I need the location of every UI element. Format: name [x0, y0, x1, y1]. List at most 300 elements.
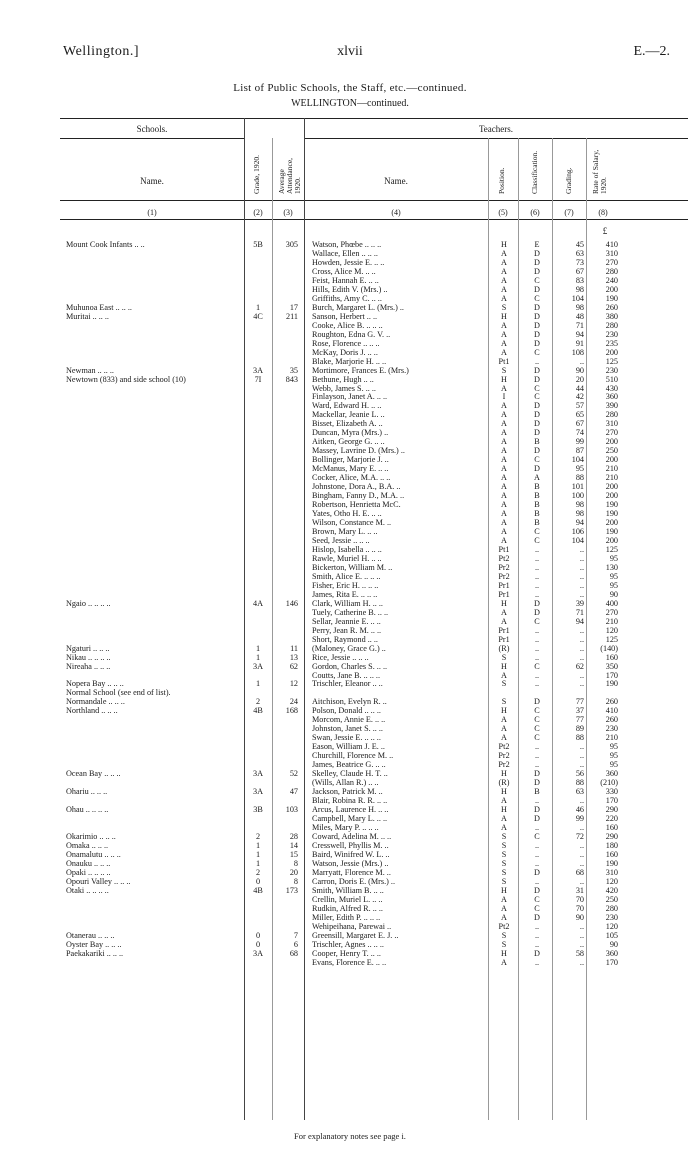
school-grade: 1: [255, 302, 261, 312]
teacher-salary: 160: [605, 652, 618, 662]
table-row: [0, 805, 700, 814]
table-row: [0, 375, 700, 384]
colnum-1: (1): [147, 208, 157, 217]
teacher-classification: D: [534, 302, 540, 312]
teacher-grading: 106: [571, 527, 584, 536]
colnum-4: (4): [391, 208, 401, 217]
teacher-salary: 95: [609, 742, 618, 752]
teacher-salary: 125: [605, 544, 618, 554]
grading-heading: Grading.: [564, 167, 573, 194]
school-attendance: 843: [285, 374, 298, 384]
teacher-grading: 31: [575, 885, 584, 895]
teacher-name: Finlayson, Janet A. .. ..: [312, 392, 388, 402]
teacher-position: A: [501, 518, 507, 528]
teacher-classification: ..: [534, 562, 540, 572]
table-row: [0, 455, 700, 464]
teacher-name: Sanson, Herbert .. ..: [312, 311, 378, 321]
school-name: Mount Cook Infants .. ..: [66, 240, 145, 249]
teacher-classification: ..: [534, 679, 540, 689]
teacher-salary: 250: [605, 446, 618, 456]
teacher-position: H: [501, 661, 507, 671]
teacher-grading: 94: [575, 518, 584, 528]
teacher-classification: D: [534, 410, 540, 420]
table-row: [0, 913, 700, 922]
teacher-grading: 45: [575, 240, 584, 249]
teacher-grading: 101: [571, 482, 584, 492]
school-grade: 1: [255, 652, 261, 662]
table-row: [0, 724, 700, 733]
school-attendance: 8: [293, 858, 298, 868]
school-attendance: 52: [289, 769, 298, 779]
school-attendance: 173: [285, 885, 298, 895]
table-row: [0, 760, 700, 769]
table-row: [0, 940, 700, 949]
school-name: Normal School (see end of list).: [66, 688, 171, 698]
teacher-grading: 88: [575, 778, 584, 788]
teacher-grading: 87: [575, 446, 584, 456]
table-row: [0, 688, 700, 697]
classification-heading: Classification.: [530, 150, 539, 194]
table-row: [0, 850, 700, 859]
table-row: [0, 473, 700, 482]
teacher-grading: ..: [579, 751, 584, 761]
teacher-salary: 410: [605, 240, 618, 249]
teacher-grading: 95: [575, 464, 584, 474]
teacher-classification: C: [534, 903, 540, 913]
page-subtitle: WELLINGTON—continued.: [291, 98, 409, 109]
teacher-position: A: [501, 464, 507, 474]
header-rule: [60, 200, 688, 201]
teacher-grading: 67: [575, 419, 584, 429]
teacher-name: Yates, Otho H. E. .. ..: [312, 509, 382, 519]
school-name: Onauku .. .. ..: [66, 858, 111, 868]
school-grade: 4A: [252, 598, 263, 608]
teacher-salary: 510: [605, 374, 618, 384]
teacher-classification: D: [534, 814, 540, 823]
table-row: [0, 653, 700, 662]
school-grade: 3A: [252, 365, 263, 375]
table-row: [0, 249, 700, 258]
teacher-grading: ..: [579, 742, 584, 752]
teacher-name: Bickerton, William M. ..: [312, 562, 393, 572]
teacher-salary: 310: [605, 867, 618, 877]
school-name: Newman .. .. ..: [66, 365, 114, 375]
teacher-salary: 120: [605, 876, 618, 886]
teacher-position: S: [501, 930, 507, 940]
teacher-name: Bollinger, Marjorie J. ..: [312, 455, 389, 465]
teacher-classification: D: [534, 365, 540, 375]
numbers-rule: [60, 219, 688, 220]
teacher-salary: 280: [605, 410, 618, 420]
teacher-grading: 73: [575, 257, 584, 267]
teacher-salary: 390: [605, 401, 618, 411]
school-name: Normandale .. .. ..: [66, 697, 125, 707]
teacher-salary: 290: [605, 831, 618, 841]
teacher-name: Burch, Margaret L. (Mrs.) ..: [312, 302, 404, 312]
teacher-grading: 70: [575, 894, 584, 904]
teacher-classification: C: [534, 383, 540, 393]
teacher-name: Wehipeihana, Parewai ..: [312, 921, 392, 931]
school-name: Onamalutu .. .. ..: [66, 849, 121, 859]
table-row: [0, 671, 700, 680]
table-row: [0, 312, 700, 321]
teacher-salary: 200: [605, 518, 618, 528]
table-row: [0, 644, 700, 653]
school-name: Okarimio .. .. ..: [66, 831, 116, 841]
teacher-classification: E: [534, 240, 540, 249]
teacher-classification: ..: [534, 796, 540, 806]
teacher-position: (R): [498, 643, 510, 653]
school-name: Nopera Bay .. .. ..: [66, 679, 124, 689]
school-attendance: 13: [289, 652, 298, 662]
teacher-position: A: [501, 500, 507, 510]
teacher-classification: D: [534, 464, 540, 474]
teacher-grading: ..: [579, 589, 584, 599]
teacher-salary: 190: [605, 509, 618, 519]
teacher-salary: 170: [605, 670, 618, 680]
table-row: [0, 715, 700, 724]
teacher-name: Johnston, Janet S. .. ..: [312, 724, 383, 734]
teacher-grading: 70: [575, 903, 584, 913]
teacher-grading: ..: [579, 921, 584, 931]
school-attendance: 14: [289, 840, 298, 850]
schools-rule: [60, 138, 244, 139]
table-row: [0, 787, 700, 796]
teacher-name: Watson, Jessie (Mrs.) ..: [312, 858, 389, 868]
teacher-salary: 360: [605, 392, 618, 402]
teacher-position: S: [501, 302, 507, 312]
table-row: [0, 635, 700, 644]
teacher-salary: 280: [605, 903, 618, 913]
teacher-classification: ..: [534, 849, 540, 859]
teacher-classification: A: [534, 473, 540, 483]
school-name: Muritai .. .. ..: [66, 311, 109, 321]
teacher-position: Pr1: [498, 634, 510, 644]
teacher-name: Griffiths, Amy C. .. ..: [312, 293, 382, 303]
table-row: [0, 922, 700, 931]
teacher-salary: 190: [605, 293, 618, 303]
teacher-name: Bingham, Fanny D., M.A. ..: [312, 491, 405, 501]
teacher-position: A: [501, 284, 507, 294]
teacher-grading: 48: [575, 311, 584, 321]
teacher-name: Smith, Alice E. .. .. ..: [312, 571, 381, 581]
teacher-position: A: [501, 437, 507, 447]
table-row: [0, 258, 700, 267]
teacher-name: Coutts, Jane B. .. .. ..: [312, 670, 381, 680]
teacher-position: A: [501, 491, 507, 501]
school-attendance: 12: [289, 679, 298, 689]
school-attendance: 168: [285, 706, 298, 716]
teacher-name: Brown, Mary L. .. ..: [312, 527, 378, 536]
teacher-position: A: [501, 419, 507, 429]
teacher-classification: D: [534, 805, 540, 815]
teacher-salary: 410: [605, 706, 618, 716]
teacher-classification: ..: [534, 930, 540, 940]
teacher-salary: 200: [605, 347, 618, 357]
teacher-name: Roughton, Edna G. V. ..: [312, 329, 391, 339]
teacher-classification: D: [534, 428, 540, 438]
teacher-position: H: [501, 311, 507, 321]
teacher-classification: C: [534, 527, 540, 536]
teacher-classification: D: [534, 320, 540, 330]
table-row: [0, 518, 700, 527]
teacher-grading: 68: [575, 867, 584, 877]
teacher-name: Sellar, Jeannie E. .. ..: [312, 616, 381, 626]
teacher-position: S: [501, 939, 507, 949]
teacher-name: Bisset, Elizabeth A. ..: [312, 419, 383, 429]
teacher-grading: 89: [575, 724, 584, 734]
teacher-salary: 95: [609, 571, 618, 581]
teacher-name: Cocker, Alice, M.A. .. ..: [312, 473, 391, 483]
teacher-position: A: [501, 724, 507, 734]
school-name: Otanerau .. .. ..: [66, 930, 115, 940]
teacher-salary: 230: [605, 912, 618, 922]
teacher-salary: 200: [605, 491, 618, 501]
school-attendance: 103: [285, 805, 298, 815]
school-grade: 3A: [252, 948, 263, 958]
teacher-grading: ..: [579, 625, 584, 635]
teacher-classification: D: [534, 607, 540, 617]
teacher-grading: 99: [575, 437, 584, 447]
teacher-position: S: [501, 652, 507, 662]
teacher-position: A: [501, 248, 507, 258]
teacher-name: Cross, Alice M. .. ..: [312, 266, 376, 276]
teacher-position: S: [501, 831, 507, 841]
school-name: Opouri Valley .. .. ..: [66, 876, 131, 886]
position-heading: Position.: [497, 167, 506, 194]
teacher-grading: ..: [579, 822, 584, 832]
table-row: [0, 437, 700, 446]
teacher-name: Howden, Jessie E. .. ..: [312, 257, 385, 267]
teacher-position: Pr2: [498, 562, 510, 572]
teacher-name: Cooke, Alice B. .. .. ..: [312, 320, 383, 330]
teacher-position: Pr2: [498, 760, 510, 770]
table-row: [0, 401, 700, 410]
teacher-name: Wallace, Ellen .. .. ..: [312, 248, 378, 258]
school-grade: 3A: [252, 661, 263, 671]
teacher-salary: 380: [605, 311, 618, 321]
teacher-position: A: [501, 894, 507, 904]
teacher-name: Rudkin, Alfred R. .. ..: [312, 903, 383, 913]
teacher-name: Perry, Jean R. M. .. ..: [312, 625, 382, 635]
teacher-grading: 46: [575, 805, 584, 815]
teacher-salary: 190: [605, 500, 618, 510]
teacher-name: Carron, Doris E. (Mrs.) ..: [312, 876, 395, 886]
school-attendance: 35: [289, 365, 298, 375]
teacher-name: Hislop, Isabella .. .. ..: [312, 544, 382, 554]
teacher-name: Coward, Adelina M. .. ..: [312, 831, 392, 841]
table-row: [0, 240, 700, 249]
school-attendance: 11: [290, 643, 298, 653]
table-row: [0, 321, 700, 330]
teacher-salary: 120: [605, 625, 618, 635]
school-grade: 4B: [253, 885, 263, 895]
table-row: [0, 509, 700, 518]
teacher-position: H: [501, 787, 507, 797]
teacher-position: A: [501, 527, 507, 536]
school-attendance: 8: [293, 876, 298, 886]
teacher-grading: 98: [575, 509, 584, 519]
teacher-position: H: [501, 805, 507, 815]
teacher-grading: 90: [575, 912, 584, 922]
teacher-name: Massey, Lavrine D. (Mrs.) ..: [312, 446, 405, 456]
salary-heading: Rate of Salary, 1920.: [591, 149, 608, 194]
teacher-classification: C: [534, 724, 540, 734]
table-row: [0, 554, 700, 563]
teacher-position: I: [502, 392, 506, 402]
teacher-position: A: [501, 257, 507, 267]
teacher-salary: 270: [605, 428, 618, 438]
school-grade: 2: [255, 697, 261, 707]
teacher-name: Evans, Florence E. .. ..: [312, 957, 387, 967]
teacher-salary: 400: [605, 598, 618, 608]
table-row: [0, 482, 700, 491]
table-row: [0, 617, 700, 626]
teacher-grading: ..: [579, 840, 584, 850]
teacher-grading: 63: [575, 248, 584, 258]
teacher-grading: ..: [579, 553, 584, 563]
teacher-salary: 210: [605, 616, 618, 626]
teacher-position: A: [501, 320, 507, 330]
attendance-heading: Average Attendance, 1920.: [277, 157, 302, 194]
school-grade: 0: [255, 930, 261, 940]
teacher-position: H: [501, 769, 507, 779]
teacher-classification: ..: [534, 742, 540, 752]
teacher-grading: ..: [579, 580, 584, 590]
teacher-salary: 260: [605, 302, 618, 312]
teacher-name: Webb, James S. .. ..: [312, 383, 376, 393]
teacher-name: Mackellar, Jeanie L. ..: [312, 410, 385, 420]
teacher-position: S: [501, 858, 507, 868]
school-grade: 1: [255, 849, 261, 859]
teacher-name: (Wills, Allan R.) .. ..: [312, 778, 379, 788]
teacher-salary: (140): [600, 643, 618, 653]
teacher-classification: ..: [534, 957, 540, 967]
teacher-classification: ..: [534, 356, 540, 366]
teacher-grading: 77: [575, 715, 584, 725]
teacher-classification: C: [534, 894, 540, 904]
table-row: [0, 958, 700, 967]
teacher-name: Robertson, Henrietta McC.: [312, 500, 401, 510]
teacher-classification: C: [534, 293, 540, 303]
teacher-salary: (210): [600, 778, 618, 788]
teacher-position: Pr1: [498, 625, 510, 635]
teacher-position: S: [501, 697, 507, 707]
teacher-position: H: [501, 374, 507, 384]
table-row: [0, 330, 700, 339]
teacher-classification: ..: [534, 553, 540, 563]
teacher-salary: 330: [605, 787, 618, 797]
teacher-salary: 200: [605, 437, 618, 447]
table-row: [0, 895, 700, 904]
table-row: [0, 464, 700, 473]
table-row: [0, 949, 700, 958]
colnum-7: (7): [564, 208, 574, 217]
teacher-position: Pr1: [498, 589, 510, 599]
teacher-name: Blair, Robina R. R. .. ..: [312, 796, 388, 806]
teacher-classification: B: [534, 482, 540, 492]
table-row: [0, 868, 700, 877]
table-row: [0, 769, 700, 778]
teacher-salary: 190: [605, 858, 618, 868]
teacher-salary: 210: [605, 464, 618, 474]
teacher-classification: ..: [534, 643, 540, 653]
teacher-classification: ..: [534, 634, 540, 644]
school-grade: 3B: [253, 805, 263, 815]
teacher-salary: 230: [605, 365, 618, 375]
teacher-name: Churchill, Florence M. ..: [312, 751, 394, 761]
teacher-grading: ..: [579, 562, 584, 572]
teacher-grading: 56: [575, 769, 584, 779]
table-row: [0, 392, 700, 401]
teacher-grading: 98: [575, 302, 584, 312]
teacher-name: Fisher, Eric H. .. .. ..: [312, 580, 379, 590]
table-row: [0, 814, 700, 823]
teacher-name: McManus, Mary E. .. ..: [312, 464, 389, 474]
teacher-classification: C: [534, 347, 540, 357]
table-row: [0, 267, 700, 276]
teacher-classification: D: [534, 329, 540, 339]
teacher-classification: ..: [534, 571, 540, 581]
teacher-salary: 170: [605, 957, 618, 967]
teacher-classification: ..: [534, 544, 540, 554]
school-grade: 7I: [254, 374, 262, 384]
teacher-grading: ..: [579, 796, 584, 806]
teacher-classification: C: [534, 661, 540, 671]
teacher-name: Blake, Marjorie H. .. ..: [312, 356, 387, 366]
teacher-classification: D: [534, 248, 540, 258]
school-name: Newtown (833) and side school (10): [66, 374, 186, 384]
teacher-salary: 90: [609, 589, 618, 599]
teacher-salary: 260: [605, 697, 618, 707]
teacher-classification: ..: [534, 858, 540, 868]
teacher-salary: 200: [605, 482, 618, 492]
school-attendance: 211: [286, 311, 298, 321]
table-row: [0, 662, 700, 671]
teacher-name: Rice, Jessie .. .. ..: [312, 652, 369, 662]
table-row: [0, 886, 700, 895]
table-row: [0, 527, 700, 536]
teacher-classification: B: [534, 787, 540, 797]
table-row: [0, 823, 700, 832]
teacher-grading: 98: [575, 284, 584, 294]
teacher-grading: ..: [579, 930, 584, 940]
teacher-position: A: [501, 455, 507, 465]
top-rule: [60, 118, 688, 119]
school-name: Ocean Bay .. .. ..: [66, 769, 121, 779]
teacher-salary: 90: [609, 939, 618, 949]
teacher-grading: 94: [575, 616, 584, 626]
school-name: Ngaturi .. .. ..: [66, 643, 110, 653]
school-grade: 2: [255, 867, 261, 877]
teacher-classification: D: [534, 867, 540, 877]
teacher-name: Cresswell, Phyllis M. ..: [312, 840, 389, 850]
teacher-position: A: [501, 428, 507, 438]
teacher-classification: B: [534, 518, 540, 528]
school-grade: 5B: [253, 240, 263, 249]
teacher-name: Baird, Winifred W. L. ..: [312, 849, 390, 859]
teacher-position: H: [501, 598, 507, 608]
teacher-salary: 360: [605, 769, 618, 779]
teacher-position: A: [501, 814, 507, 823]
teacher-name: Swan, Jessie E. .. .. ..: [312, 733, 381, 743]
teacher-salary: 350: [605, 661, 618, 671]
school-name: Nireaha .. .. ..: [66, 661, 111, 671]
teacher-salary: 360: [605, 948, 618, 958]
teacher-grading: 71: [575, 607, 584, 617]
teacher-name: Crellin, Muriel L. .. ..: [312, 894, 383, 904]
teacher-position: Pt1: [498, 356, 510, 366]
